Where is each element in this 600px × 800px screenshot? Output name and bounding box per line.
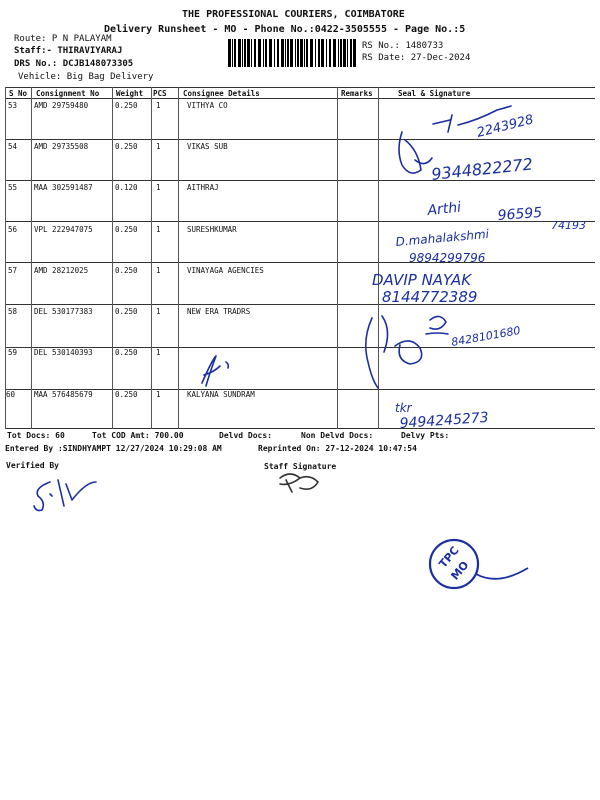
svg-text:tkr: tkr bbox=[395, 401, 412, 415]
row-weight: 0.250 bbox=[115, 390, 138, 399]
row-pcs: 1 bbox=[156, 390, 161, 399]
row-consignment: MAA 302591487 bbox=[34, 183, 93, 192]
row-consignee: VINAYAGA AGENCIES bbox=[187, 266, 264, 275]
entered-by: Entered By :SINDHYAMPT 12/27/2024 10:29:08 AM bbox=[5, 444, 222, 453]
row-weight: 0.250 bbox=[115, 307, 138, 316]
row-pcs: 1 bbox=[156, 101, 161, 110]
delivered-docs: Delvd Docs: bbox=[219, 431, 272, 440]
vehicle: Vehicle: Big Bag Delivery bbox=[18, 72, 154, 82]
row-pcs: 1 bbox=[156, 307, 161, 316]
col-sno: S No bbox=[9, 89, 28, 98]
drs-number: DRS No.: DCJB148073305 bbox=[14, 59, 134, 69]
row-pcs: 1 bbox=[156, 142, 161, 151]
col-consignment: Consignment No bbox=[36, 89, 100, 98]
svg-text:9894299796: 9894299796 bbox=[409, 251, 486, 265]
delivery-points: Delvy Pts: bbox=[401, 431, 450, 440]
staff: Staff:- THIRAVIYARAJ bbox=[14, 46, 123, 56]
verified-by-label: Verified By bbox=[6, 461, 59, 470]
rs-number: RS No.: 1480733 bbox=[362, 41, 444, 51]
row-consignee: AITHRAJ bbox=[187, 183, 219, 192]
row-sno: 58 bbox=[8, 307, 18, 316]
row-consignment: MAA 576485679 bbox=[34, 390, 93, 399]
svg-text:DAVIP NAYAK: DAVIP NAYAK bbox=[372, 271, 472, 289]
row-consignee: KALYANA SUNDRAM bbox=[187, 390, 255, 399]
svg-text:8144772389: 8144772389 bbox=[382, 288, 478, 306]
row-weight: 0.120 bbox=[115, 183, 138, 192]
row-consignment: VPL 222947075 bbox=[34, 225, 93, 234]
row-weight: 0.250 bbox=[115, 101, 138, 110]
row-sno: 55 bbox=[8, 183, 18, 192]
svg-text:D.mahalakshmi: D.mahalakshmi bbox=[395, 226, 490, 249]
row-consignment: AMD 29735508 bbox=[34, 142, 89, 151]
row-weight: 0.250 bbox=[115, 266, 138, 275]
col-pcs: PCS bbox=[153, 89, 167, 98]
row-sno: 56 bbox=[8, 225, 18, 234]
non-delivered-docs: Non Delvd Docs: bbox=[301, 431, 374, 440]
svg-text:74193: 74193 bbox=[551, 219, 586, 232]
svg-text:Arthi: Arthi bbox=[426, 199, 462, 219]
row-consignee: SURESHKUMAR bbox=[187, 225, 237, 234]
row-sno: 60 bbox=[6, 390, 16, 399]
row-consignment: AMD 29759480 bbox=[34, 101, 89, 110]
rs-date: RS Date: 27-Dec-2024 bbox=[362, 53, 471, 63]
svg-text:96595: 96595 bbox=[497, 204, 543, 224]
row-weight: 0.250 bbox=[115, 142, 138, 151]
route: Route: P N PALAYAM bbox=[14, 34, 112, 44]
row-consignment: AMD 28212025 bbox=[34, 266, 89, 275]
svg-text:MO: MO bbox=[448, 558, 472, 583]
total-docs: Tot Docs: 60 bbox=[7, 431, 65, 440]
col-weight: Weight bbox=[116, 89, 144, 98]
row-sno: 57 bbox=[8, 266, 18, 275]
svg-text:2243928: 2243928 bbox=[475, 112, 536, 141]
row-pcs: 1 bbox=[156, 348, 161, 357]
row-sno: 53 bbox=[8, 101, 18, 110]
svg-text:9344822272: 9344822272 bbox=[430, 154, 534, 184]
staff-signature-label: Staff Signature bbox=[264, 462, 337, 471]
row-sno: 54 bbox=[8, 142, 18, 151]
row-pcs: 1 bbox=[156, 183, 161, 192]
row-consignment: DEL 530177383 bbox=[34, 307, 93, 316]
runsheet-title: Delivery Runsheet - MO - Phone No.:0422-3505555 - Page No.:5 bbox=[104, 24, 466, 35]
col-remarks: Remarks bbox=[341, 89, 373, 98]
row-weight: 0.250 bbox=[115, 225, 138, 234]
col-consignee: Consignee Details bbox=[183, 89, 260, 98]
row-consignment: DEL 530140393 bbox=[34, 348, 93, 357]
tpc-stamp bbox=[418, 530, 538, 600]
row-sno: 59 bbox=[8, 348, 18, 357]
svg-text:8428101680: 8428101680 bbox=[450, 323, 522, 349]
company-title: THE PROFESSIONAL COURIERS, COIMBATORE bbox=[182, 9, 405, 20]
svg-text:9494245273: 9494245273 bbox=[399, 409, 490, 432]
total-cod-amount: Tot COD Amt: 700.00 bbox=[92, 431, 184, 440]
row-consignee: VITHYA CO bbox=[187, 101, 228, 110]
row-pcs: 1 bbox=[156, 266, 161, 275]
col-seal-signature: Seal & Signature bbox=[398, 89, 471, 98]
row-pcs: 1 bbox=[156, 225, 161, 234]
svg-text:TPC: TPC bbox=[436, 544, 462, 571]
row-consignee: VIKAS SUB bbox=[187, 142, 228, 151]
reprinted-on: Reprinted On: 27-12-2024 10:47:54 bbox=[258, 444, 417, 453]
row-consignee: NEW ERA TRADRS bbox=[187, 307, 251, 316]
row-weight: 0.250 bbox=[115, 348, 138, 357]
